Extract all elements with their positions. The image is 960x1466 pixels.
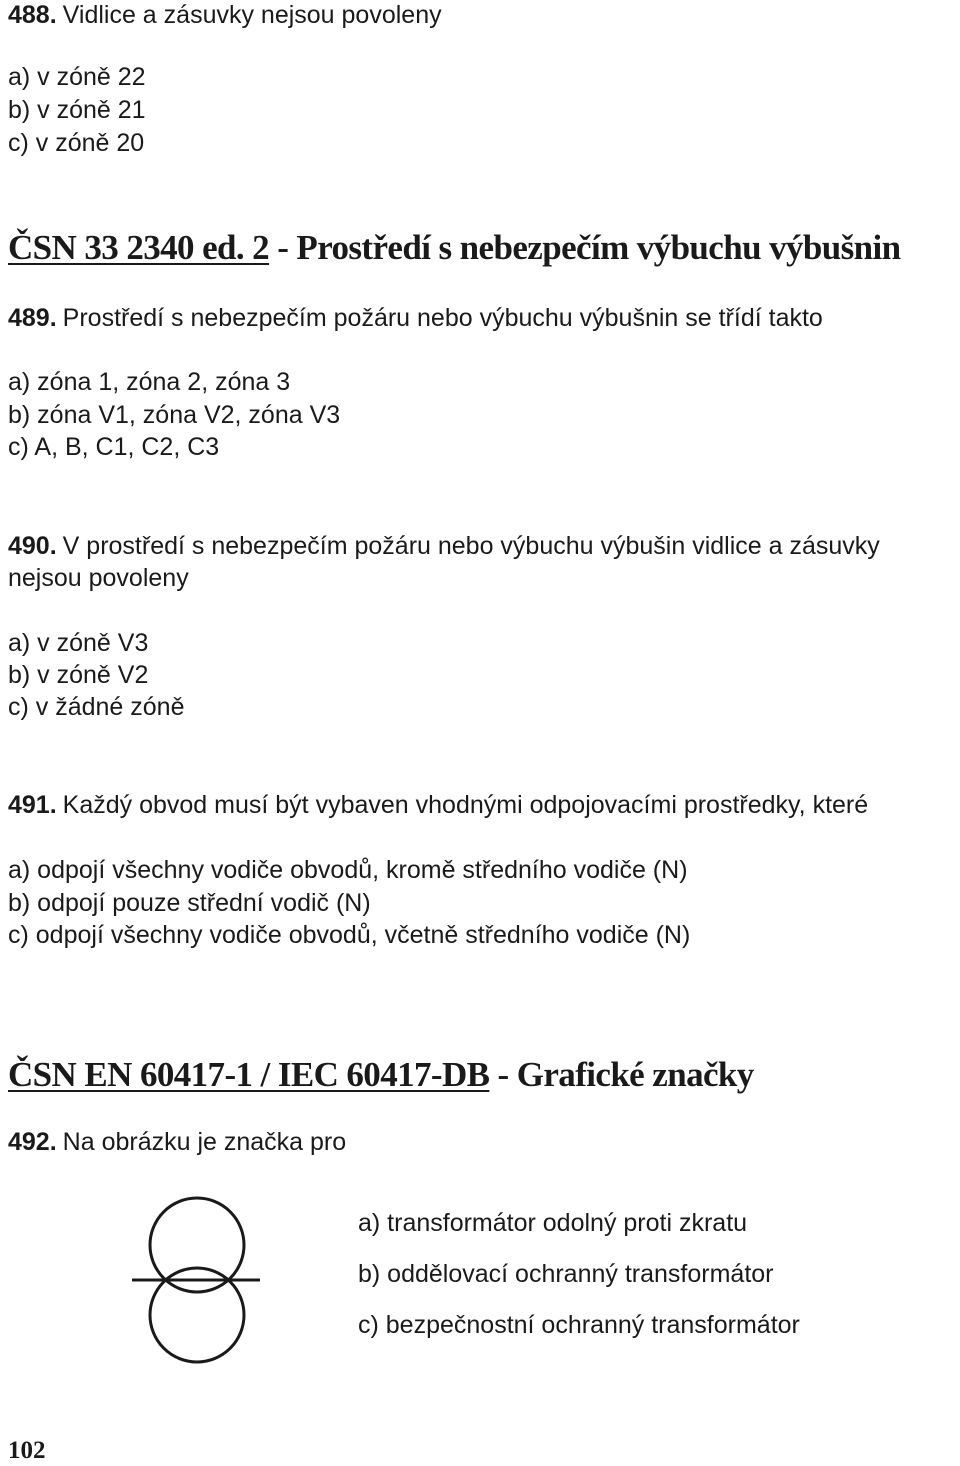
- question-text: Vidlice a zásuvky nejsou povoleny: [62, 1, 442, 29]
- option-b: b) v zóně 21: [8, 96, 146, 124]
- option-b: b) oddělovací ochranný transformátor: [358, 1260, 774, 1288]
- question-text: V prostředí s nebezpečím požáru nebo výbuchu výbušin vidlice a zásuvky: [62, 532, 880, 560]
- transformer-symbol-icon: [130, 1195, 265, 1395]
- option-c: c) odpojí všechny vodiče obvodů, včetně středního vodiče (N): [8, 921, 691, 949]
- option-a: a) odpojí všechny vodiče obvodů, kromě středního vodiče (N): [8, 856, 688, 884]
- option-c: c) A, B, C1, C2, C3: [8, 433, 220, 461]
- question-491: [8, 790, 868, 820]
- option-a: a) v zóně 22: [8, 63, 146, 91]
- question-text: Na obrázku je značka pro: [62, 1128, 347, 1156]
- option-c: c) v žádné zóně: [8, 693, 185, 721]
- question-489: [8, 303, 823, 333]
- option-a: a) zóna 1, zóna 2, zóna 3: [8, 368, 291, 396]
- page-number: 102: [8, 1437, 46, 1464]
- question-text: Prostředí s nebezpečím požáru nebo výbuchu výbušnin se třídí takto: [62, 304, 823, 332]
- question-488: [8, 0, 442, 30]
- standard-reference: ČSN EN 60417-1 / IEC 60417-DB: [8, 1055, 490, 1094]
- question-number: 492.: [8, 1128, 57, 1156]
- section-title: - Prostředí s nebezpečím výbuchu výbušnin: [269, 228, 901, 267]
- lower-winding-circle: [150, 1268, 244, 1362]
- option-b: b) odpojí pouze střední vodič (N): [8, 889, 371, 917]
- section-heading: [8, 1055, 754, 1095]
- question-490: [8, 531, 880, 561]
- question-number: 490.: [8, 532, 57, 560]
- section-title: - Grafické značky: [489, 1055, 754, 1094]
- option-b: b) zóna V1, zóna V2, zóna V3: [8, 401, 341, 429]
- question-text-continued: nejsou povoleny: [8, 564, 189, 592]
- question-text: Každý obvod musí být vybaven vhodnými odpojovacími prostředky, které: [62, 791, 869, 819]
- option-c: c) bezpečnostní ochranný transformátor: [358, 1311, 800, 1339]
- option-a: a) v zóně V3: [8, 629, 149, 657]
- option-c: c) v zóně 20: [8, 129, 145, 157]
- standard-reference: ČSN 33 2340 ed. 2: [8, 228, 270, 267]
- upper-winding-circle: [150, 1198, 244, 1292]
- question-492: [8, 1127, 346, 1157]
- question-number: 488.: [8, 1, 57, 29]
- option-a: a) transformátor odolný proti zkratu: [358, 1209, 748, 1237]
- option-b: b) v zóně V2: [8, 661, 149, 689]
- question-number: 489.: [8, 304, 57, 332]
- question-number: 491.: [8, 791, 57, 819]
- section-heading: [8, 228, 901, 268]
